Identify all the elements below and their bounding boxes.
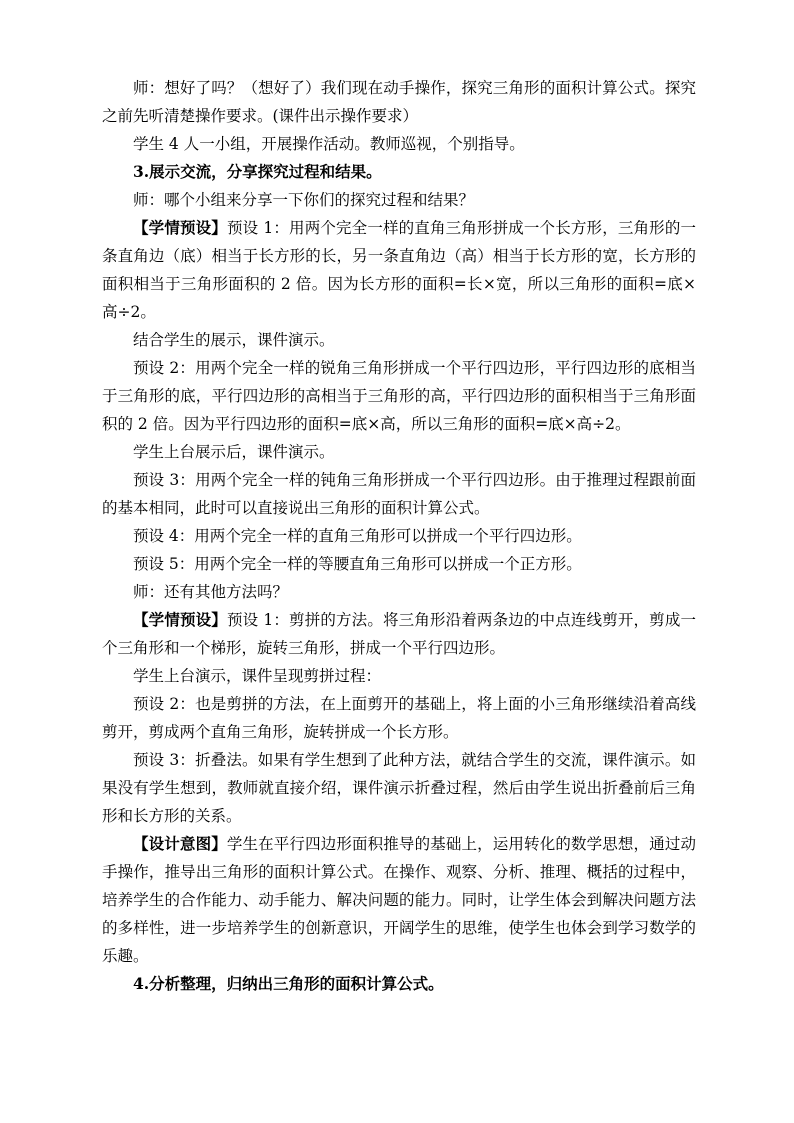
- paragraph-text: 预设 5：用两个完全一样的等腰直角三角形可以拼成一个正方形。: [133, 555, 582, 573]
- heading-text: 3.展示交流，分享探究过程和结果。: [133, 162, 382, 181]
- paragraph-text: 结合学生的展示，课件演示。: [133, 331, 335, 349]
- paragraph-text: 学生在平行四边形面积推导的基础上，运用转化的数学思想，通过动手操作，推导出三角形的面积计算公式。在操作、观察、分析、推理、概括的过程中，培养学生的合作能力、动手能力、解决问题的能力。同时，让学生体会到解决问题方法的多样性，进一步培养学生的创新意识，开阔学生的思维，使学生也体会到学习数学的乐趣。: [102, 835, 696, 965]
- paragraph-teacher-share: [102, 186, 696, 214]
- paragraph-text: 预设 3：折叠法。如果有学生想到了此种方法，就结合学生的交流，课件演示。如果没有学生想到，教师就直接介绍，课件演示折叠过程，然后由学生说出折叠前后三角形和长方形的关系。: [102, 751, 696, 825]
- paragraph-fold-preset-3: [102, 746, 696, 830]
- paragraph-preset-4: [102, 522, 696, 550]
- section-tag: 【学情预设】: [133, 218, 227, 237]
- document-page: [102, 74, 696, 998]
- paragraph-text: 预设 1：用两个完全一样的直角三角形拼成一个长方形，三角形的一条直角边（底）相当于长方形的长，另一条直角边（高）相当于长方形的宽，长方形的面积相当于三角形面积的 2 倍。因为长方形的面积=长×宽，所以三角形的面积=底×高÷2。: [102, 219, 696, 321]
- paragraph-preset-3: [102, 466, 696, 522]
- section-tag: 【设计意图】: [133, 834, 227, 853]
- paragraph-text: 学生上台展示后，课件演示。: [133, 443, 335, 461]
- paragraph-text: 预设 1：剪拼的方法。将三角形沿着两条边的中点连线剪开，剪成一个三角形和一个梯形，旋转三角形，拼成一个平行四边形。: [102, 611, 696, 657]
- paragraph-preset-1: [102, 214, 696, 326]
- paragraph-cut-preset-2: [102, 690, 696, 746]
- paragraph-text: 预设 4：用两个完全一样的直角三角形可以拼成一个平行四边形。: [133, 527, 582, 545]
- paragraph-demo-2: [102, 438, 696, 466]
- paragraph-text: 师：想好了吗？（想好了）我们现在动手操作，探究三角形的面积计算公式。探究之前先听清楚操作要求。(课件出示操作要求）: [102, 79, 696, 125]
- paragraph-text: 师：哪个小组来分享一下你们的探究过程和结果？: [133, 191, 475, 209]
- paragraph-text: 预设 2：用两个完全一样的锐角三角形拼成一个平行四边形，平行四边形的底相当于三角形的底，平行四边形的高相当于三角形的高，平行四边形的面积相当于三角形面积的 2 倍。因为平行四边形的面积=底×高，所以三角形的面积=底×高÷2。: [102, 359, 696, 433]
- section-tag: 【学情预设】: [133, 610, 227, 629]
- paragraph-preset-2: [102, 354, 696, 438]
- paragraph-text: 预设 3：用两个完全一样的钝角三角形拼成一个平行四边形。由于推理过程跟前面的基本相同，此时可以直接说出三角形的面积计算公式。: [102, 471, 696, 517]
- paragraph-text: 学生上台演示，课件呈现剪拼过程：: [133, 667, 382, 685]
- paragraph-teacher-question: [102, 74, 696, 130]
- paragraph-teacher-other: [102, 578, 696, 606]
- heading-text: 4.分析整理，归纳出三角形的面积计算公式。: [133, 974, 444, 993]
- section-heading-4: [102, 970, 696, 998]
- section-heading-3: [102, 158, 696, 186]
- paragraph-group-activity: [102, 130, 696, 158]
- paragraph-cut-preset-1: [102, 606, 696, 662]
- paragraph-text: 预设 2：也是剪拼的方法，在上面剪开的基础上，将上面的小三角形继续沿着高线剪开，剪成两个直角三角形，旋转拼成一个长方形。: [102, 695, 696, 741]
- paragraph-text: 师：还有其他方法吗？: [133, 583, 289, 601]
- paragraph-design-intent: [102, 830, 696, 970]
- paragraph-text: 学生 4 人一小组，开展操作活动。教师巡视，个别指导。: [133, 135, 525, 153]
- paragraph-demo-1: [102, 326, 696, 354]
- paragraph-cut-demo: [102, 662, 696, 690]
- paragraph-preset-5: [102, 550, 696, 578]
